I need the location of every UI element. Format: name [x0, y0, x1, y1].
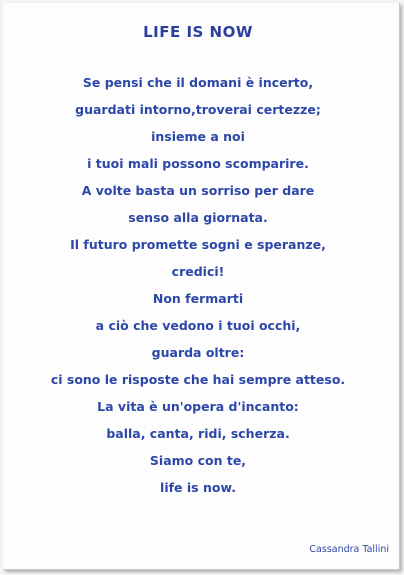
- poem-line: Il futuro promette sogni e speranze,: [70, 237, 326, 252]
- poem-line: insieme a noi: [151, 129, 245, 144]
- poem-line: credici!: [171, 264, 225, 279]
- poem-line: life is now.: [160, 480, 236, 495]
- poem-line: Siamo con te,: [149, 453, 247, 468]
- poem-line: senso alla giornata.: [128, 210, 268, 225]
- poem-line: La vita è un'opera d'incanto:: [97, 399, 299, 414]
- poem-line: ci sono le risposte che hai sempre atteso.: [50, 372, 346, 387]
- poem-line: guardati intorno,troverai certezze;: [75, 102, 321, 117]
- poem-line: guarda oltre:: [151, 345, 245, 360]
- poem-body: [3, 69, 393, 501]
- poem-line: i tuoi mali possono scomparire.: [87, 156, 309, 171]
- poem-page: [3, 3, 400, 570]
- poem-line: Se pensi che il domani è incerto,: [82, 75, 314, 90]
- poem-line: balla, canta, ridi, scherza.: [106, 426, 290, 441]
- poem-line: A volte basta un sorriso per dare: [81, 183, 315, 198]
- author-signature: Cassandra Tallini: [309, 544, 389, 555]
- poem-title: LIFE IS NOW: [143, 23, 253, 41]
- poem-line: a ciò che vedono i tuoi occhi,: [95, 318, 301, 333]
- poem-line: Non fermarti: [152, 291, 244, 306]
